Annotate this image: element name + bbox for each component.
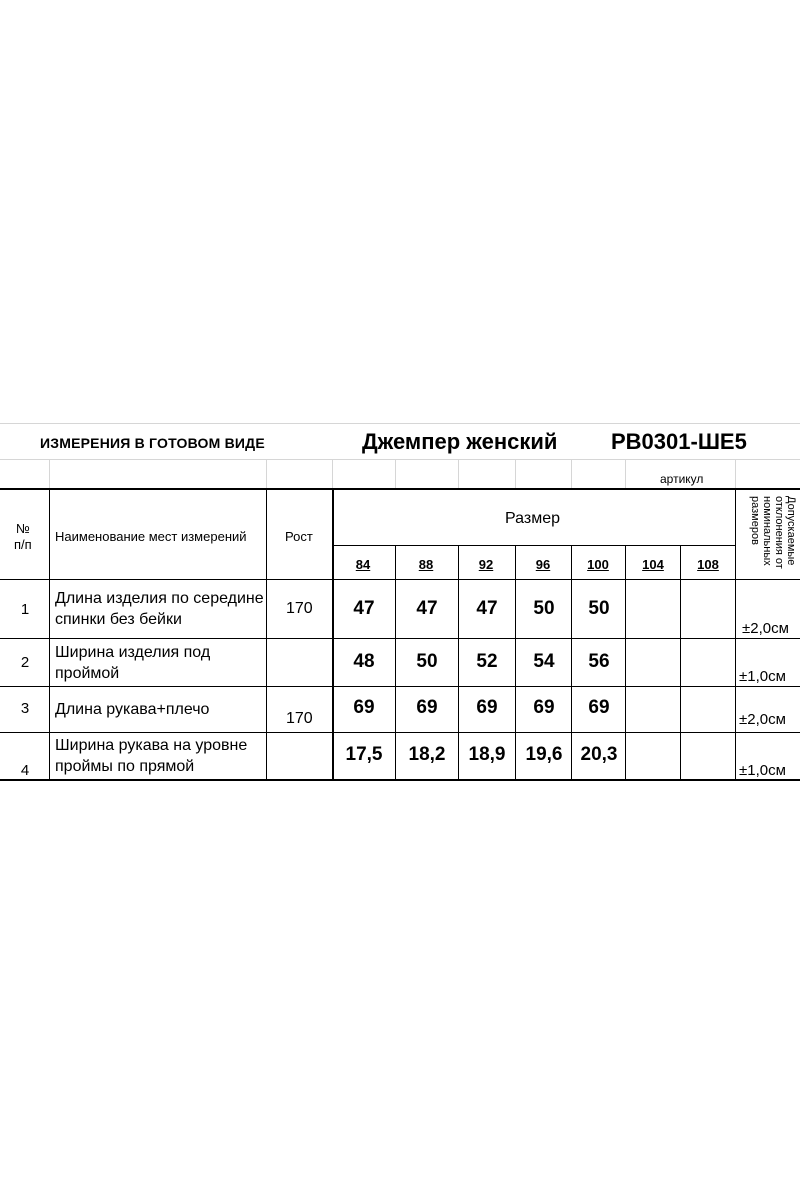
row-1-value-84: 47: [353, 598, 375, 619]
height-header: Рост: [285, 529, 313, 544]
column-divider: [49, 488, 50, 780]
row-2-name-line1: Ширина изделия под: [55, 644, 211, 661]
column-divider: [680, 545, 681, 780]
row-3-tolerance: ±2,0см: [739, 711, 786, 728]
row-2-value-84: 48: [353, 651, 375, 672]
row-3-name: [55, 699, 265, 720]
row-4-value-96: 19,6: [525, 744, 563, 765]
article-label: артикул: [660, 472, 704, 486]
row-1-value-88: 47: [416, 598, 438, 619]
row-1-value-100: 50: [588, 598, 610, 619]
row-4-value-84: 17,5: [345, 744, 383, 765]
grid-line: [332, 459, 333, 489]
row-1-name: [55, 588, 265, 630]
grid-line: [49, 459, 50, 489]
grid-line: [0, 459, 800, 460]
number-column-header: №: [16, 521, 30, 536]
row-4-value-100: 20,3: [580, 744, 618, 765]
column-divider: [332, 488, 334, 780]
row-3-name-line1: Длина рукава+плечо: [55, 701, 210, 718]
size-104-header: 104: [642, 557, 664, 572]
size-96-header: 96: [535, 557, 551, 572]
number-column-header-sub: п/п: [14, 537, 32, 552]
size-84-header: 84: [355, 557, 371, 572]
tolerance-header-line1: Допускаемые: [785, 496, 797, 566]
tolerance-header-line3: номинальных: [761, 496, 773, 566]
size-108-header: 108: [697, 557, 719, 572]
row-1-value-92: 47: [476, 598, 498, 619]
size-88-header: 88: [418, 557, 434, 572]
row-3-number: 3: [20, 700, 30, 717]
row-3-value-92: 69: [476, 697, 498, 718]
column-divider: [395, 545, 396, 780]
row-4-tolerance: ±1,0см: [739, 762, 786, 779]
size-92-header: 92: [478, 557, 494, 572]
row-4-name-line2: проймы по прямой: [55, 758, 195, 775]
row-1-name-line2: спинки без бейки: [55, 611, 182, 628]
measurement-name-header: Наименование мест измерений: [55, 529, 247, 544]
product-name: Джемпер женский: [362, 429, 558, 454]
row-1-height: 170: [286, 600, 313, 617]
row-3-value-96: 69: [533, 697, 555, 718]
row-2-name-line2: проймой: [55, 665, 120, 682]
grid-line: [395, 459, 396, 489]
row-3-value-100: 69: [588, 697, 610, 718]
row-1-name-line1: Длина изделия по середине: [55, 590, 264, 607]
grid-line: [625, 459, 626, 489]
row-4-value-88: 18,2: [408, 744, 446, 765]
row-3-value-88: 69: [416, 697, 438, 718]
size-header-divider: [332, 545, 735, 546]
grid-line: [735, 459, 736, 489]
size-100-header: 100: [587, 557, 609, 572]
table-top-border: [0, 488, 800, 490]
article-code: РВ0301-ШЕ5: [611, 429, 747, 454]
row-2-value-96: 54: [533, 651, 555, 672]
column-divider: [266, 488, 267, 780]
row-4-name: [55, 735, 265, 777]
size-group-header: Размер: [505, 510, 560, 527]
row-4-name-line1: Ширина рукава на уровне: [55, 737, 248, 754]
row-2-value-92: 52: [476, 651, 498, 672]
grid-line: [458, 459, 459, 489]
row-2-name: [55, 642, 265, 684]
grid-line: [571, 459, 572, 489]
grid-line: [0, 423, 800, 424]
row-3-value-84: 69: [353, 697, 375, 718]
measurements-title: ИЗМЕРЕНИЯ В ГОТОВОМ ВИДЕ: [40, 435, 265, 451]
row-3-height: 170: [286, 710, 313, 727]
row-2-value-100: 56: [588, 651, 610, 672]
row-1-number: 1: [20, 601, 30, 618]
row-2-tolerance: ±1,0см: [739, 668, 786, 685]
row-1-tolerance: ±2,0см: [742, 620, 789, 637]
row-1-value-96: 50: [533, 598, 555, 619]
tolerance-header-line4: размеров: [749, 496, 761, 545]
row-2-number: 2: [20, 654, 30, 671]
grid-line: [266, 459, 267, 489]
tolerance-header-line2: отклонения от: [773, 496, 785, 569]
row-4-number: 4: [20, 762, 30, 779]
row-2-value-88: 50: [416, 651, 438, 672]
row-4-value-92: 18,9: [468, 744, 506, 765]
grid-line: [515, 459, 516, 489]
column-divider: [735, 488, 736, 780]
